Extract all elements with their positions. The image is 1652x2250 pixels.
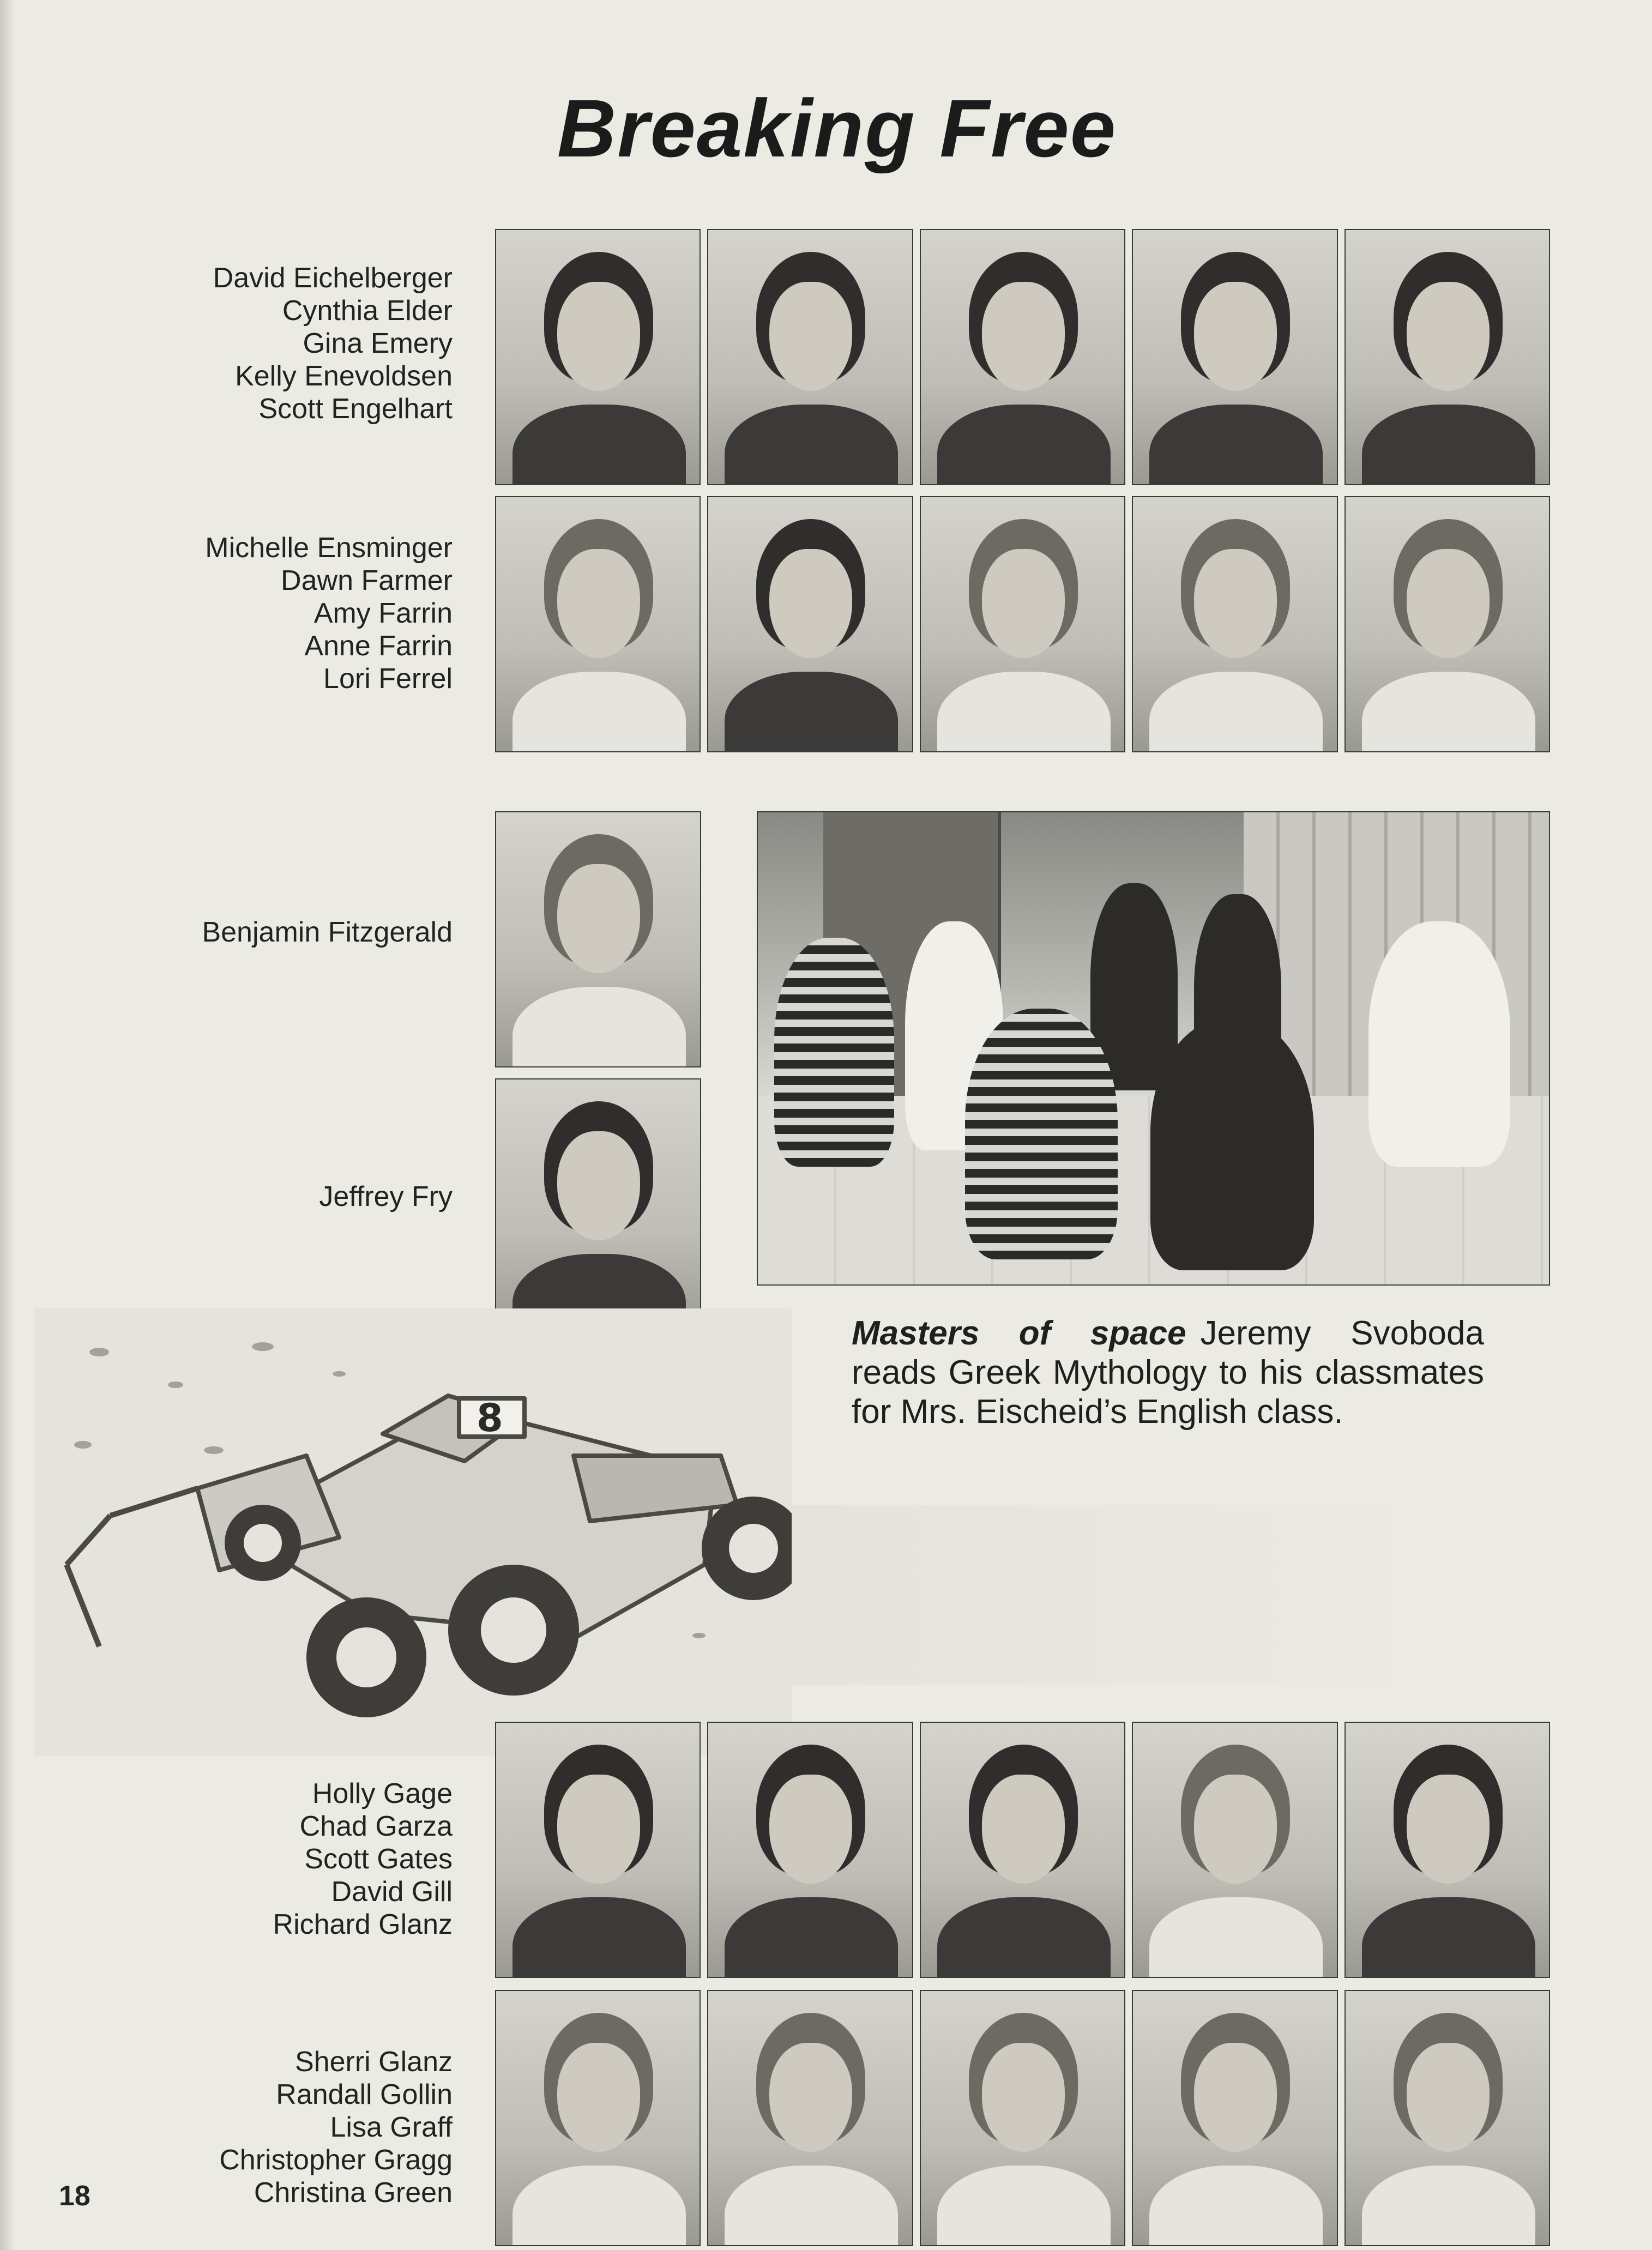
student-portrait: [1132, 1722, 1337, 1978]
portrait-row: [495, 229, 1550, 485]
student-portrait: [707, 496, 913, 752]
student-name: Sherri Glanz: [295, 2046, 453, 2078]
name-list: [109, 1180, 453, 1213]
moon-rover-drawing: [34, 1308, 792, 1756]
student-name: Holly Gage: [312, 1778, 453, 1809]
student-portrait: [1344, 1990, 1550, 2246]
student-portrait: [920, 1990, 1125, 2246]
name-list: [109, 916, 453, 949]
student-name: David Eichelberger: [213, 262, 453, 294]
student-name: Chad Garza: [299, 1811, 453, 1842]
student-name: Richard Glanz: [273, 1909, 453, 1940]
student-portrait: [920, 229, 1125, 485]
portrait-row: [495, 1990, 1550, 2246]
student-name: Christopher Gragg: [219, 2144, 453, 2176]
name-list: [109, 2046, 453, 2209]
name-list: [109, 262, 453, 425]
student-name: David Gill: [331, 1876, 453, 1908]
rover-number: 8: [477, 1396, 503, 1440]
student-name: Cynthia Elder: [282, 295, 453, 327]
student-name: Anne Farrin: [304, 630, 453, 662]
student-portrait: [707, 1990, 913, 2246]
student-portrait: [1344, 1722, 1550, 1978]
student-portrait: [920, 496, 1125, 752]
page-number: 18: [59, 2180, 91, 2212]
student-name: Christina Green: [254, 2177, 453, 2209]
student-name: Dawn Farmer: [281, 565, 453, 596]
student-name: Gina Emery: [303, 328, 453, 359]
student-portrait: [495, 1078, 701, 1335]
student-portrait: [1132, 1990, 1337, 2246]
student-portrait: [495, 1722, 701, 1978]
photo-caption: [852, 1314, 1484, 1432]
rover-sketch: [34, 1308, 792, 1756]
student-name: Lisa Graff: [330, 2112, 453, 2143]
student-portrait: [495, 811, 701, 1067]
student-portrait: [707, 1722, 913, 1978]
student-portrait: [920, 1722, 1125, 1978]
name-list: [109, 532, 453, 695]
student-name: Amy Farrin: [313, 598, 453, 629]
student-name: Randall Gollin: [276, 2079, 453, 2110]
class-photo: [757, 811, 1550, 1286]
student-portrait: [1344, 229, 1550, 485]
page-edge: [0, 0, 15, 2250]
portrait-row: [495, 496, 1550, 752]
portrait-row: [495, 1722, 1550, 1978]
student-name: Kelly Enevoldsen: [235, 360, 453, 392]
student-portrait: [495, 229, 701, 485]
student-portrait: [707, 229, 913, 485]
student-name: Jeffrey Fry: [319, 1181, 453, 1213]
drawing-extension: [791, 1505, 1434, 1685]
student-portrait: [1132, 229, 1337, 485]
student-name: Scott Gates: [304, 1843, 453, 1875]
student-name: Benjamin Fitzgerald: [202, 916, 453, 948]
student-portrait: [1344, 496, 1550, 752]
student-portrait: [495, 496, 701, 752]
student-portrait: [495, 1990, 701, 2246]
student-name: Scott Engelhart: [258, 393, 453, 425]
student-portrait: [1132, 496, 1337, 752]
page-title: Breaking Free: [557, 82, 1117, 174]
caption-lead: Masters of space: [852, 1314, 1186, 1352]
student-name: Lori Ferrel: [323, 663, 453, 695]
student-name: Michelle Ensminger: [205, 532, 453, 564]
name-list: [109, 1777, 453, 1941]
caption-text: Jeremy Svoboda reads Greek Mythology to his classmates for Mrs. Eischeid’s English class.: [852, 1314, 1484, 1431]
